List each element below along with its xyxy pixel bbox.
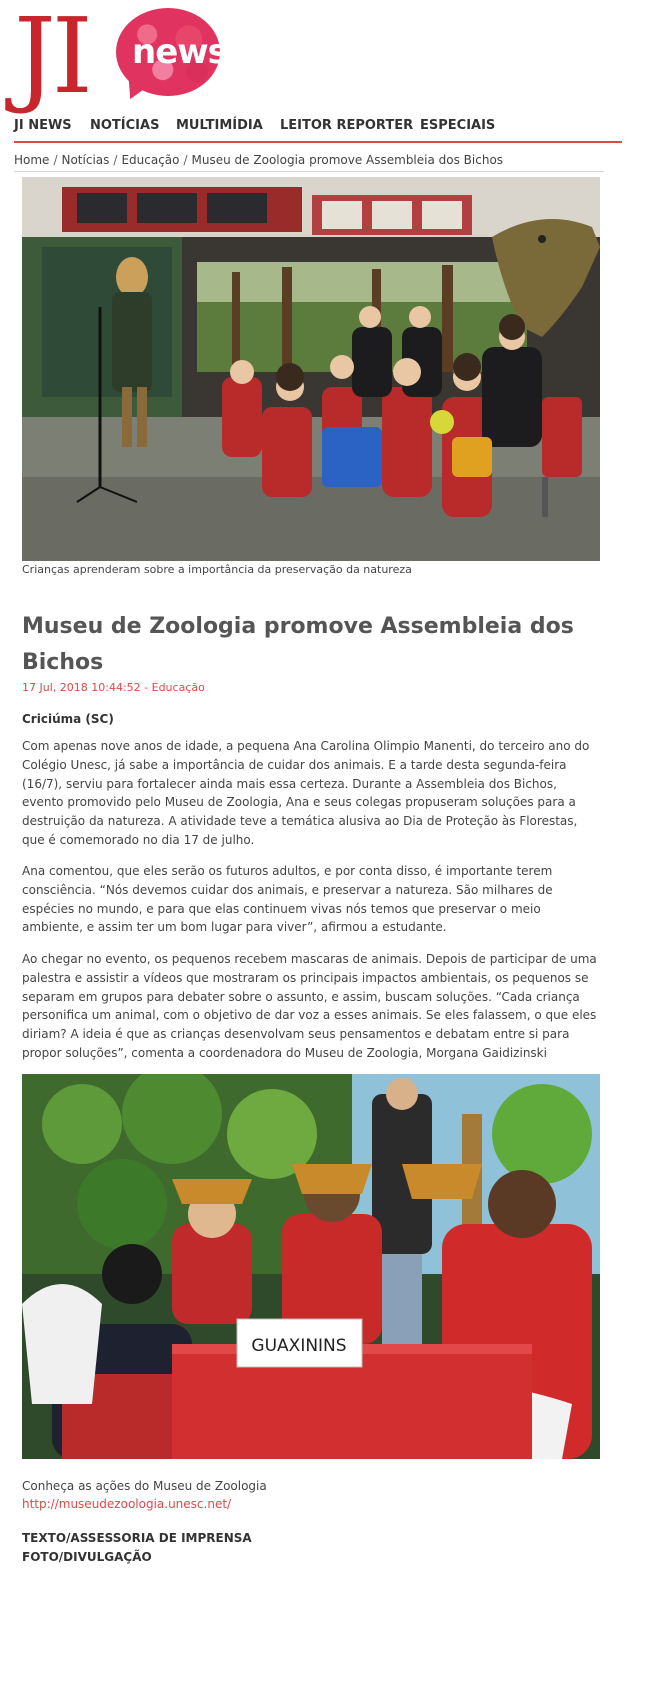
- museum-website-link[interactable]: http://museudezoologia.unesc.net/: [22, 1497, 232, 1511]
- nav-underline: [14, 141, 622, 143]
- breadcrumb-home[interactable]: Home: [14, 153, 50, 167]
- photo-sign-text: GUAXININS: [251, 1336, 347, 1356]
- breadcrumb-educacao[interactable]: Educação: [121, 153, 180, 167]
- photo-caption: Crianças aprenderam sobre a importância da preservação da natureza: [22, 563, 412, 576]
- nav-item-multimidia[interactable]: MULTIMÍDIA: [176, 118, 263, 133]
- site-logo[interactable]: [14, 0, 227, 122]
- main-nav: [14, 118, 622, 144]
- breadcrumb-current: Museu de Zoologia promove Assembleia dos Bichos: [191, 153, 504, 167]
- main-photo-illustration: [22, 177, 600, 561]
- article-second-photo: [22, 1074, 600, 1459]
- breadcrumb: [14, 153, 608, 167]
- nav-item-ji-news[interactable]: JI NEWS: [14, 118, 72, 133]
- article-paragraph: Ao chegar no evento, os pequenos recebem mascaras de animais. Depois de participar de uma palestra e assistir a vídeos que mostraram os principais impactos ambientais, os pequenos se separam em grupos para debater sobre o assunto, e assim, buscam soluções. “Cada criança personifica um animal, com o objetivo de dar voz a esses animais. Se eles falassem, o que eles diriam? A ideia é que as crianças desenvolvam seus pensamentos e debatam entre si para propor soluções”, comenta a coordenadora do Museu de Zoologia, Morgana Gaidizinski: [22, 952, 597, 1060]
- nav-item-leitor-reporter[interactable]: LEITOR REPORTER: [280, 118, 414, 133]
- breadcrumb-noticias[interactable]: Notícias: [61, 153, 110, 167]
- logo-ji-text: JI: [14, 0, 89, 117]
- more-info-text: Conheça as ações do Museu de Zoologia: [22, 1479, 267, 1493]
- article-date: 17 Jul, 2018 10:44:52: [22, 681, 141, 694]
- nav-item-especiais[interactable]: ESPECIAIS: [420, 118, 496, 133]
- credit-photo: FOTO/DIVULGAÇÃO: [22, 1550, 152, 1564]
- breadcrumb-divider: [14, 171, 604, 172]
- nav-item-noticias[interactable]: NOTÍCIAS: [90, 118, 160, 133]
- logo-news-text: news: [132, 32, 227, 72]
- article-category-link[interactable]: Educação: [151, 681, 205, 694]
- article-location: Criciúma (SC): [22, 712, 114, 726]
- breadcrumb-separator: /: [53, 153, 58, 167]
- breadcrumb-separator: /: [113, 153, 118, 167]
- article-paragraph: Ana comentou, que eles serão os futuros adultos, e por conta disso, é importante terem consciência. “Nós devemos cuidar dos animais, e preservar a natureza. São milhares de espécies no mundo, e para que elas continuem vivas nós temos que preservar o meio ambiente, e assim ter um bom lugar para viver”, afirmou a estudante.: [22, 864, 553, 935]
- article-meta-separator: -: [140, 681, 152, 694]
- credit-text: TEXTO/ASSESSORIA DE IMPRENSA: [22, 1531, 252, 1545]
- breadcrumb-separator: /: [183, 153, 188, 167]
- second-photo-illustration: [22, 1074, 600, 1459]
- article-paragraph: Com apenas nove anos de idade, a pequena Ana Carolina Olimpio Manenti, do terceiro ano do Colégio Unesc, já sabe a importância de cuidar dos animais. E a tarde desta segunda-feira (16/7), serviu para fortalecer ainda mais essa certeza. Durante a Assembleia dos Bichos, evento promovido pelo Museu de Zoologia, Ana e seus colegas propuseram soluções para a destruição da natureza. A atividade teve a temática alusiva ao Dia de Proteção às Florestas, que é comemorado no dia 17 de julho.: [22, 739, 590, 847]
- article-meta: [22, 681, 205, 694]
- article-main-photo: [22, 177, 600, 561]
- article-title: Museu de Zoologia promove Assembleia dos Bichos: [22, 613, 574, 675]
